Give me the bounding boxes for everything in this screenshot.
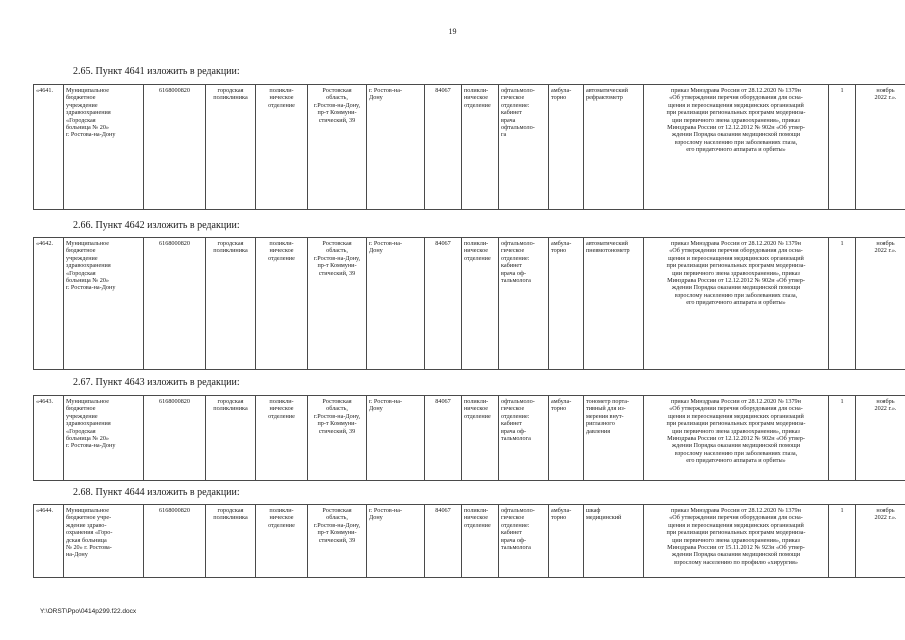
- organization-name: Муниципальное бюджетное учреждение здравоохранения «Городская больница № 20» г. Ростова-на-Дону: [64, 85, 144, 210]
- address: Ростовская область, г.Ростов-на-Дону, пр-т Коммуни- стический, 39: [308, 396, 367, 481]
- item-number: «4643.: [34, 396, 64, 481]
- organization-name: Муниципальное бюджетное учреждение здравоохранения «Городская больница № 20» г. Ростова-на-Дону: [64, 238, 144, 370]
- deadline: ноябрь 2022 г.».: [856, 238, 905, 370]
- city: г. Ростов-на- Дону: [367, 238, 425, 370]
- legal-basis: приказ Минздрава России от 28.12.2020 № 1379н «Об утверждении перечня оборудования для осна- щения и переоснащения медицинских организаций при реализации региональных программ модерниза- ции первичного звена здравоохранения», приказ Минздрава России от 15.11.2012 № 923н «Об утвер- ждении Порядка оказания медицинской помощи взрослому населению по профилю «хирургия»: [644, 505, 829, 578]
- department: поликли- ническое отделение: [462, 85, 499, 210]
- equipment-table-row: [33, 237, 905, 370]
- deadline: ноябрь 2022 г.».: [856, 85, 905, 210]
- organization-name: Муниципальное бюджетное учреждение здравоохранения «Городская больница № 20» г. Ростова-на-Дону: [64, 396, 144, 481]
- care-condition: амбула- торно: [549, 505, 584, 578]
- quantity: 1: [829, 238, 856, 370]
- care-condition: амбула- торно: [549, 238, 584, 370]
- equipment-name: тонометр порта- тивный для из- мерения внут- риглазного давления: [584, 396, 644, 481]
- city: г. Ростов-на- Дону: [367, 396, 425, 481]
- section-heading: 2.67. Пункт 4643 изложить в редакции:: [73, 377, 240, 388]
- subdivision: офтальмоло- гическое отделение: кабинет врача оф- тальмолога: [499, 396, 549, 481]
- department: поликли- ническое отделение: [462, 238, 499, 370]
- equipment-table-row: [33, 504, 905, 578]
- quantity: 1: [829, 505, 856, 578]
- equipment-name: автоматический рефрактометр: [584, 85, 644, 210]
- department: поликли- ническое отделение: [462, 396, 499, 481]
- equipment-name: автоматический пневмотонометр: [584, 238, 644, 370]
- equipment-name: шкаф медицинский: [584, 505, 644, 578]
- deadline: ноябрь 2022 г.».: [856, 505, 905, 578]
- unit-type: поликли- ническое отделение: [256, 505, 308, 578]
- code: 84067: [425, 85, 462, 210]
- inn: 6168000820: [144, 85, 206, 210]
- quantity: 1: [829, 396, 856, 481]
- section-heading: 2.68. Пункт 4644 изложить в редакции:: [73, 487, 240, 498]
- legal-basis: приказ Минздрава России от 28.12.2020 № 1379н «Об утверждении перечня оборудования для осна- щения и переоснащения медицинских организаций при реализации региональных программ модерниза- ции первичного звена здравоохранения», приказ Минздрава России от 12.12.2012 № 902н «Об утвер- ждении Порядка оказания медицинской помощи взрослому населению при заболеваниях глаза, его придаточного аппарата и орбиты»: [644, 238, 829, 370]
- facility-type: городская поликлиника: [206, 396, 256, 481]
- inn: 6168000820: [144, 505, 206, 578]
- subdivision: офтальмоло- гическое отделение: кабинет врача оф- тальмолога: [499, 238, 549, 370]
- care-condition: амбула- торно: [549, 85, 584, 210]
- file-path-footer: Y:\ORST\Ppo\0414p299.f22.docx: [40, 608, 137, 615]
- care-condition: амбула- торно: [549, 396, 584, 481]
- department: поликли- ническое отделение: [462, 505, 499, 578]
- facility-type: городская поликлиника: [206, 85, 256, 210]
- unit-type: поликли- ническое отделение: [256, 85, 308, 210]
- page-number: 19: [448, 27, 457, 36]
- city: г. Ростов-на- Дону: [367, 85, 425, 210]
- organization-name: Муниципальное бюджетное учре- ждение здраво- охранения «Горо- дская больница № 20» г. Ростова- на-Дону: [64, 505, 144, 578]
- address: Ростовская область, г.Ростов-на-Дону, пр-т Коммуни- стический, 39: [308, 85, 367, 210]
- item-number: «4641.: [34, 85, 64, 210]
- facility-type: городская поликлиника: [206, 505, 256, 578]
- item-number: «4644.: [34, 505, 64, 578]
- code: 84067: [425, 238, 462, 370]
- item-number: «4642.: [34, 238, 64, 370]
- city: г. Ростов-на- Дону: [367, 505, 425, 578]
- address: Ростовская область, г.Ростов-на-Дону, пр-т Коммуни- стический, 39: [308, 238, 367, 370]
- facility-type: городская поликлиника: [206, 238, 256, 370]
- quantity: 1: [829, 85, 856, 210]
- section-heading: 2.66. Пункт 4642 изложить в редакции:: [73, 220, 240, 231]
- unit-type: поликли- ническое отделение: [256, 396, 308, 481]
- equipment-table-row: [33, 395, 905, 481]
- equipment-table-row: [33, 84, 905, 210]
- inn: 6168000820: [144, 396, 206, 481]
- subdivision: офтальмоло- гическое отделение: кабинет врача офтальмоло- га: [499, 85, 549, 210]
- legal-basis: приказ Минздрава России от 28.12.2020 № 1379н «Об утверждении перечня оборудования для осна- щения и переоснащения медицинских организаций при реализации региональных программ модерниза- ции первичного звена здравоохранения», приказ Минздрава России от 12.12.2012 № 902н «Об утвер- ждении Порядка оказания медицинской помощи взрослому населению при заболеваниях глаза, его придаточного аппарата и орбиты»: [644, 396, 829, 481]
- address: Ростовская область, г.Ростов-на-Дону, пр-т Коммуни- стический, 39: [308, 505, 367, 578]
- code: 84067: [425, 505, 462, 578]
- legal-basis: приказ Минздрава России от 28.12.2020 № 1379н «Об утверждении перечня оборудования для осна- щения и переоснащения медицинских организаций при реализации региональных программ модерниза- ции первичного звена здравоохранения», приказ Минздрава России от 12.12.2012 № 902н «Об утвер- ждении Порядка оказания медицинской помощи взрослому населению при заболеваниях глаза, его придаточного аппарата и орбиты»: [644, 85, 829, 210]
- subdivision: офтальмоло- гическое отделение: кабинет врача оф- тальмолога: [499, 505, 549, 578]
- unit-type: поликли- ническое отделение: [256, 238, 308, 370]
- section-heading: 2.65. Пункт 4641 изложить в редакции:: [73, 66, 240, 77]
- inn: 6168000820: [144, 238, 206, 370]
- code: 84067: [425, 396, 462, 481]
- deadline: ноябрь 2022 г.».: [856, 396, 905, 481]
